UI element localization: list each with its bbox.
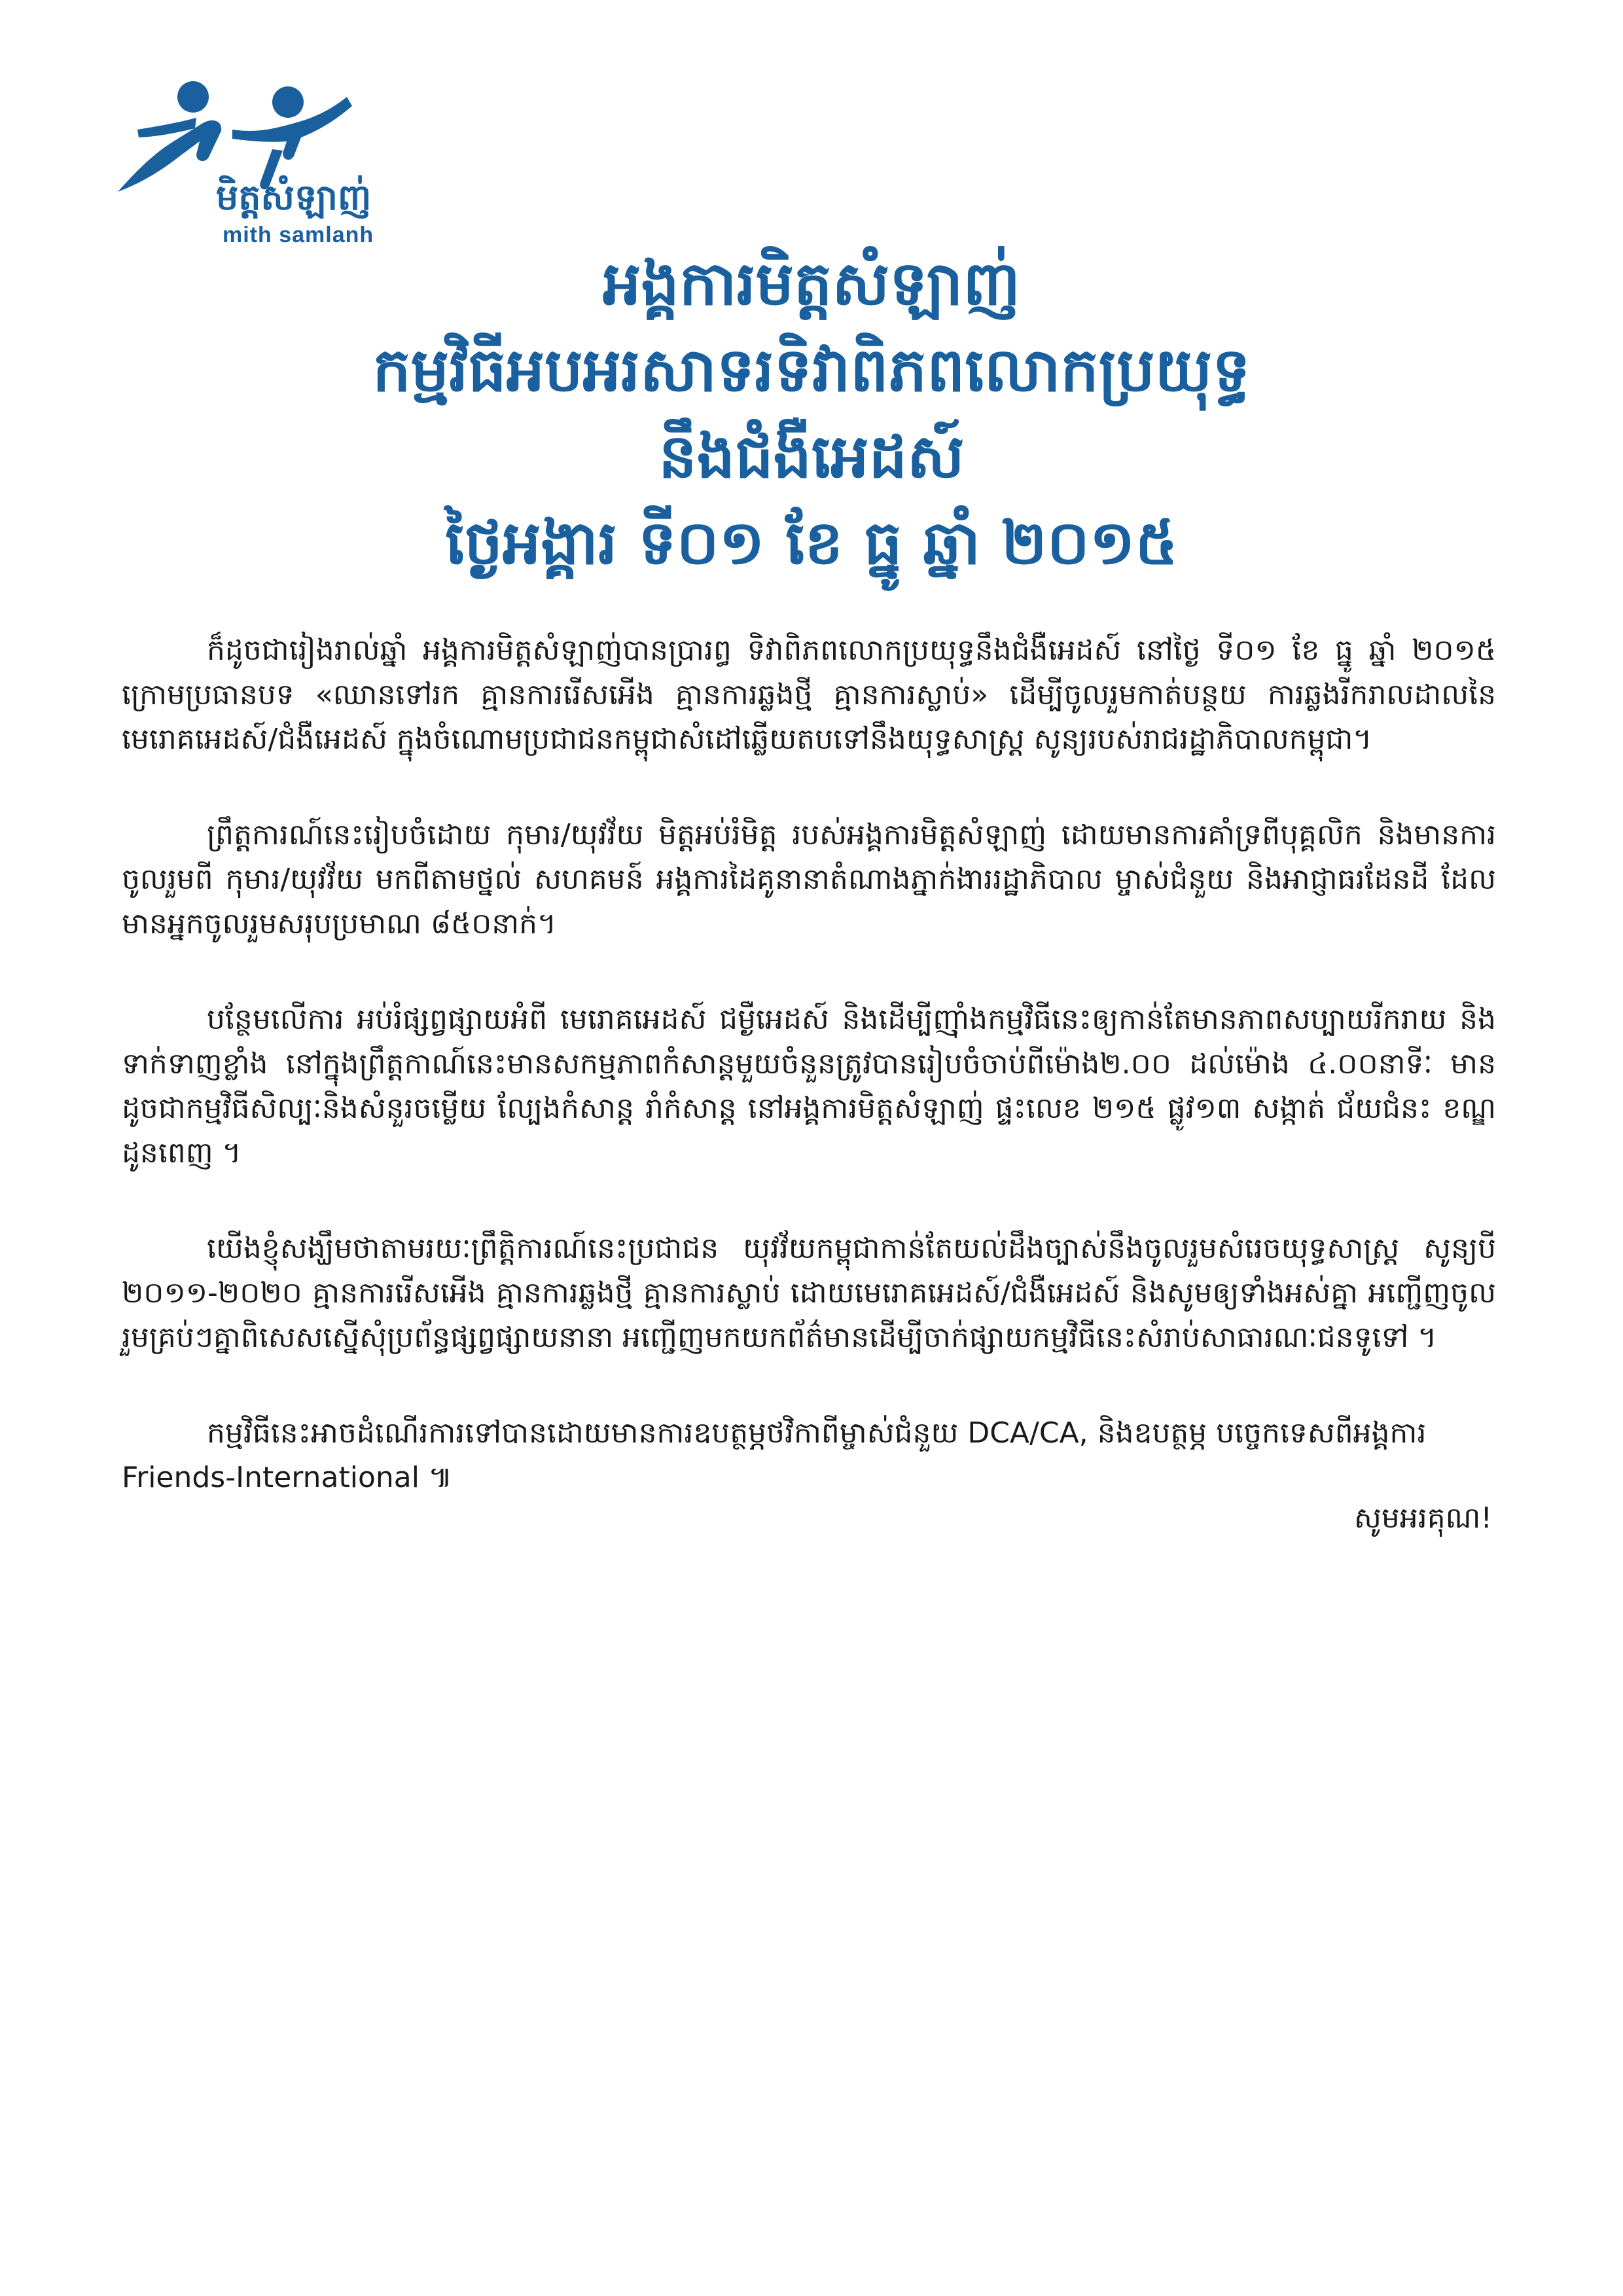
- paragraph-3: បន្ថែមលើការ អប់រំផ្សព្វផ្សាយអំពី មេរោគអេដស៍ ជម្ងឺអេដស៍ និងដើម្បីញ៉ាំងកម្មវិធីនេះឲ្យកាន់តែមានភាពសប្បាយរីករាយ និងទាក់ទាញខ្លាំង នៅក្នុងព្រឹត្តកាណ៍នេះមានសកម្មភាពកំសាន្តមួយចំនួនត្រូវបានរៀបចំចាប់ពីម៉ោង២.០០ ដល់ម៉ោង ៤.០០នាទីៈ មានដូចជាកម្មវិធីសិល្បៈនិងសំនួរចម្លើយ ល្បែងកំសាន្ត រាំកំសាន្ត នៅអង្គការមិត្តសំឡាញ់ ផ្ទះលេខ ២១៥ ផ្លូវ១៣ សង្កាត់ ជ័យជំនះ ខណ្ឌ ដូនពេញ ។: [122, 1003, 1496, 1170]
- title-program: កម្មវិធីអបអរសាទរទិវាពិភពលោកប្រយុទ្ធ: [372, 335, 1251, 405]
- document-body: [122, 628, 1496, 1551]
- paragraph-2: ព្រឹត្តការណ៍នេះរៀបចំដោយ កុមារ/យុវវ័យ មិត្តអប់រំមិត្ត របស់អង្គការមិត្តសំឡាញ់ ដោយមានការគាំទ្រពីបុគ្គលិក និងមានការចូលរួមពី កុមារ/យុវវ័យ មកពីតាមថ្នល់ សហគមន៍ អង្គការដៃគូនានាតំណាងភ្នាក់ងាររដ្ឋាភិបាល ម្ចាស់ជំនួយ និងអាជ្ញាធរដែនដី ដែលមានអ្នកចូលរួមសរុបប្រមាណ ៨៥០នាក់។: [122, 818, 1496, 941]
- paragraph-5: កម្មវិធីនេះអាចដំណើរការទៅបានដោយមានការឧបត្ថម្ភថវិកាពីម្ចាស់ជំនួយ DCA/CA, និងឧបត្ថម្ភ បច្ចេកទេសពីអង្គការ Friends-International ៕: [122, 1416, 1427, 1494]
- organization-logo: [98, 77, 438, 247]
- closing-thanks: សូមអរគុណ!: [1354, 1501, 1492, 1535]
- title-date: ថ្ងៃអង្គារ ទី០១ ខែ ធ្នូ ឆ្នាំ ២០១៥: [445, 508, 1178, 578]
- paragraph-1: ក៏ដូចជារៀងរាល់ឆ្នាំ អង្គការមិត្តសំឡាញ់បានប្រារព្ធ ទិវាពិភពលោកប្រយុទ្ធនឹងជំងឺអេដស៍ នៅថ្ងៃ ទី០១ ខែ ធ្នូ ឆ្នាំ ២០១៥ ក្រោមប្រធានបទ «ឈានទៅរក គ្មានការរើសអើង គ្មានការឆ្លងថ្មី គ្មានការស្លាប់» ដើម្បីចូលរួមកាត់បន្ថយ ការឆ្លងរីករាលដាលនៃមេរោគអេដស៍/ជំងឺអេដស៍ ក្នុងចំណោមប្រជាជនកម្ពុជាសំដៅឆ្លើយតបទៅនឹងយុទ្ធសាស្ត្រ សូន្យរបស់រាជរដ្ឋាភិបាលកម្ពុជា។: [122, 634, 1496, 756]
- title-subject: នឹងជំងឺអេដស៍: [658, 422, 965, 492]
- logo-latin-name: mith samlanh: [223, 223, 374, 247]
- paragraph-4: យើងខ្ញុំសង្ឃឹមថាតាមរយៈព្រឹត្តិការណ៍នេះប្រជាជន យុវវ័យកម្ពុជាកាន់តែយល់ដឹងច្បាស់នឹងចូលរួមសំរេចយុទ្ធសាស្ត្រ សូន្យបី ២០១១-២០២០ គ្មានការរើសអើង គ្មានការឆ្លងថ្មី គ្មានការស្លាប់ ដោយមេរោគអេដស៍/ជំងឺអេដស៍ និងសូមឲ្យទាំងអស់គ្នា អញ្ជើញចូលរួមគ្រប់ៗគ្នាពិសេសស្នើសុំប្រព័ន្ធផ្សព្វផ្សាយនានា អញ្ជើញមកយកព័ត៌មានដើម្បីចាក់ផ្សាយកម្មវិធីនេះសំរាប់សាធារណៈជនទូទៅ ។: [122, 1232, 1496, 1354]
- document-title: [196, 241, 1427, 586]
- logo-khmer-name: មិត្តសំឡាញ់: [216, 177, 372, 218]
- title-organization: អង្គការមិត្តសំឡាញ់: [603, 249, 1020, 319]
